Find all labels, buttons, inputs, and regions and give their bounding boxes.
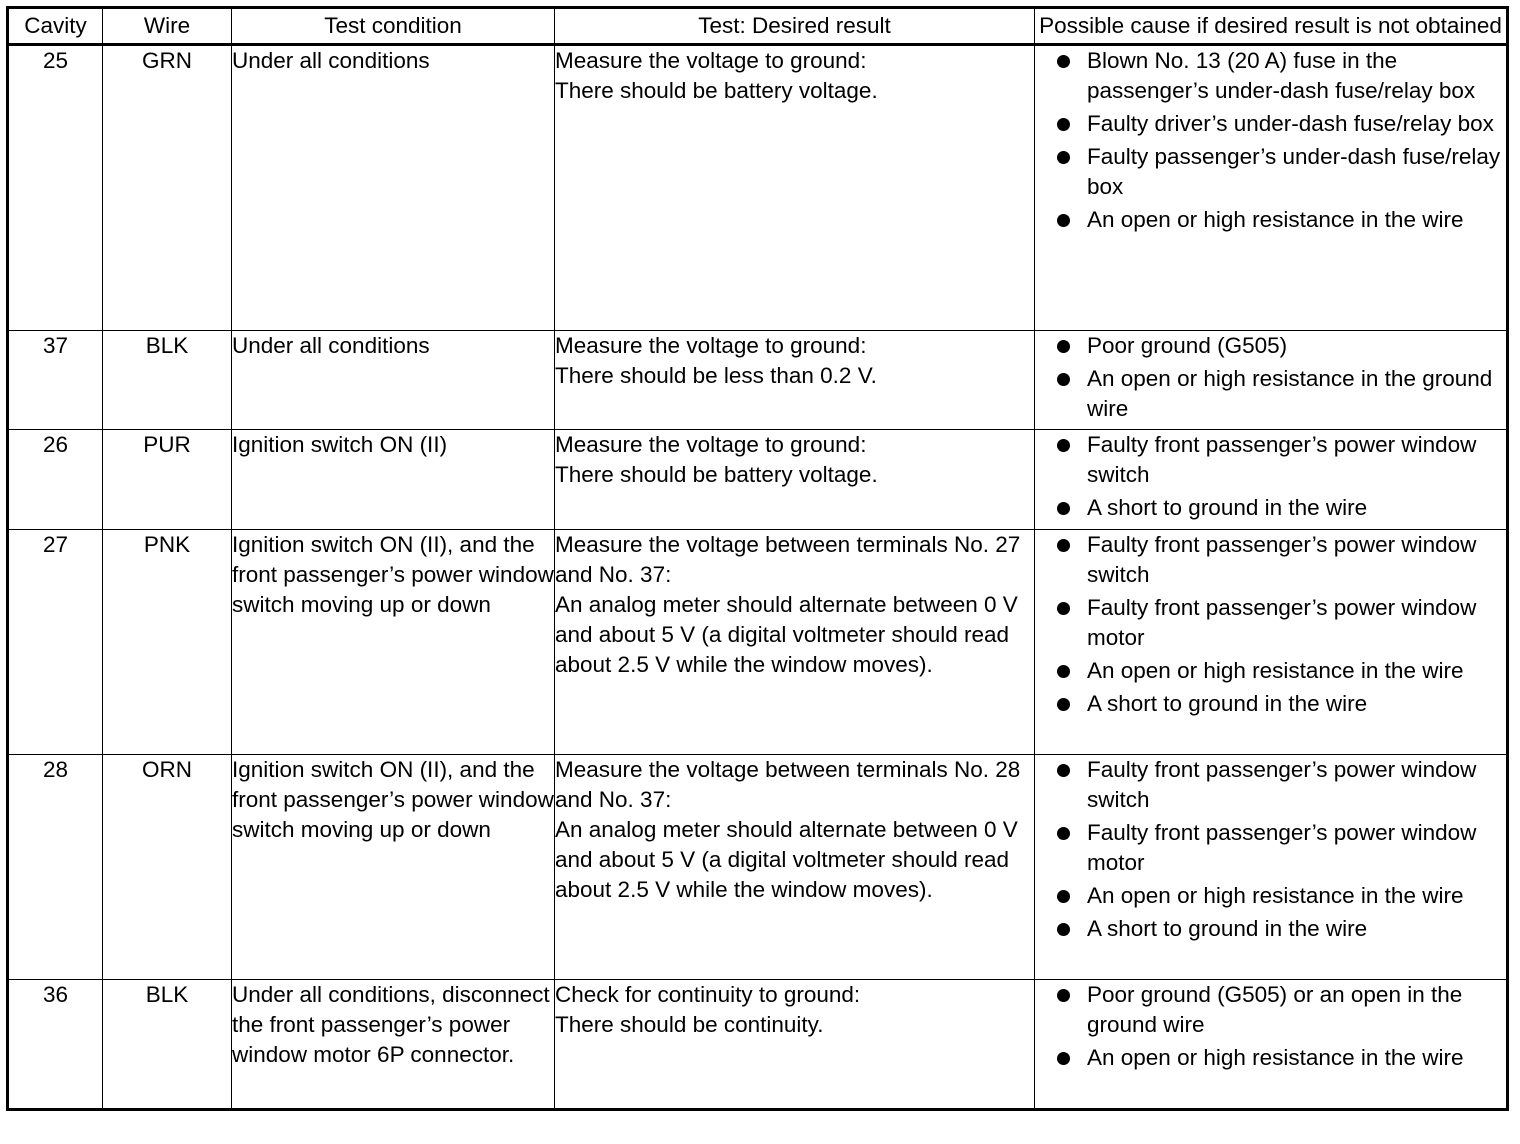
result-cell xyxy=(555,980,1035,1110)
cause-text: A short to ground in the wire xyxy=(1087,495,1368,520)
bullet-icon xyxy=(1057,539,1070,552)
result-cell xyxy=(555,530,1035,755)
table-row xyxy=(8,331,1508,430)
cause-list xyxy=(1035,46,1506,235)
wire-cell: BLK xyxy=(103,980,232,1110)
troubleshooting-table xyxy=(6,6,1509,1111)
bullet-icon xyxy=(1057,698,1070,711)
result-instruction: Measure the voltage between terminals No. 27 and No. 37: xyxy=(555,532,1021,587)
cause-item xyxy=(1035,530,1506,590)
cause-text: Poor ground (G505) or an open in the ground wire xyxy=(1087,982,1463,1037)
cause-item xyxy=(1035,493,1506,523)
cause-text: Faulty front passenger’s power window motor xyxy=(1087,820,1477,875)
cause-item xyxy=(1035,430,1506,490)
wire-cell: PNK xyxy=(103,530,232,755)
wire-cell: PUR xyxy=(103,430,232,530)
bullet-icon xyxy=(1057,989,1070,1002)
cause-item xyxy=(1035,818,1506,878)
header-cavity: Cavity xyxy=(8,8,103,45)
result-expectation: There should be battery voltage. xyxy=(555,78,878,103)
result-instruction: Check for continuity to ground: xyxy=(555,982,861,1007)
table-row xyxy=(8,430,1508,530)
cavity-cell: 28 xyxy=(8,755,103,980)
cause-item xyxy=(1035,914,1506,944)
condition-cell: Under all conditions xyxy=(232,331,555,430)
result-instruction: Measure the voltage to ground: xyxy=(555,333,867,358)
cause-cell xyxy=(1035,331,1508,430)
condition-cell: Under all conditions, disconnect the front passenger’s power window motor 6P connector. xyxy=(232,980,555,1110)
cause-item xyxy=(1035,109,1506,139)
cause-item xyxy=(1035,755,1506,815)
cause-text: An open or high resistance in the wire xyxy=(1087,883,1464,908)
header-test-condition: Test condition xyxy=(232,8,555,45)
table-row xyxy=(8,755,1508,980)
cause-item xyxy=(1035,205,1506,235)
cause-text: An open or high resistance in the wire xyxy=(1087,207,1464,232)
cavity-cell: 27 xyxy=(8,530,103,755)
cause-item xyxy=(1035,980,1506,1040)
table-row xyxy=(8,980,1508,1110)
result-expectation: There should be continuity. xyxy=(555,1012,824,1037)
bullet-icon xyxy=(1057,55,1070,68)
cause-cell xyxy=(1035,430,1508,530)
bullet-icon xyxy=(1057,1052,1070,1065)
result-cell xyxy=(555,755,1035,980)
condition-cell: Ignition switch ON (II), and the front passenger’s power window switch moving up or down xyxy=(232,755,555,980)
header-possible-cause: Possible cause if desired result is not obtained xyxy=(1035,8,1508,45)
cavity-cell: 26 xyxy=(8,430,103,530)
header-row xyxy=(8,8,1508,45)
bullet-icon xyxy=(1057,923,1070,936)
result-expectation: There should be battery voltage. xyxy=(555,462,878,487)
bullet-icon xyxy=(1057,827,1070,840)
cause-text: A short to ground in the wire xyxy=(1087,916,1368,941)
bullet-icon xyxy=(1057,373,1070,386)
cause-list xyxy=(1035,755,1506,944)
cause-item xyxy=(1035,1043,1506,1073)
bullet-icon xyxy=(1057,340,1070,353)
condition-cell: Ignition switch ON (II), and the front passenger’s power window switch moving up or down xyxy=(232,530,555,755)
cause-list xyxy=(1035,980,1506,1073)
cause-item xyxy=(1035,46,1506,106)
bullet-icon xyxy=(1057,118,1070,131)
bullet-icon xyxy=(1057,890,1070,903)
table-row xyxy=(8,45,1508,331)
cause-text: Blown No. 13 (20 A) fuse in the passenger’s under-dash fuse/relay box xyxy=(1087,48,1476,103)
cause-item xyxy=(1035,656,1506,686)
cause-text: Faulty front passenger’s power window motor xyxy=(1087,595,1477,650)
result-instruction: Measure the voltage between terminals No. 28 and No. 37: xyxy=(555,757,1021,812)
result-cell xyxy=(555,331,1035,430)
cause-list xyxy=(1035,430,1506,523)
cause-text: An open or high resistance in the ground wire xyxy=(1087,366,1493,421)
cause-item xyxy=(1035,142,1506,202)
result-expectation: An analog meter should alternate between 0 V and about 5 V (a digital voltmeter should read about 2.5 V while the window moves). xyxy=(555,592,1018,677)
troubleshooting-table-container xyxy=(6,6,1506,1111)
wire-cell: ORN xyxy=(103,755,232,980)
cause-cell xyxy=(1035,755,1508,980)
result-cell xyxy=(555,45,1035,331)
cause-text: Faulty driver’s under-dash fuse/relay box xyxy=(1087,111,1494,136)
bullet-icon xyxy=(1057,439,1070,452)
bullet-icon xyxy=(1057,602,1070,615)
cause-item xyxy=(1035,331,1506,361)
cavity-cell: 25 xyxy=(8,45,103,331)
cause-item xyxy=(1035,689,1506,719)
wire-cell: BLK xyxy=(103,331,232,430)
cause-cell xyxy=(1035,45,1508,331)
cause-item xyxy=(1035,881,1506,911)
cause-list xyxy=(1035,530,1506,719)
wire-cell: GRN xyxy=(103,45,232,331)
bullet-icon xyxy=(1057,151,1070,164)
condition-cell: Ignition switch ON (II) xyxy=(232,430,555,530)
bullet-icon xyxy=(1057,764,1070,777)
result-cell xyxy=(555,430,1035,530)
result-instruction: Measure the voltage to ground: xyxy=(555,48,867,73)
cause-cell xyxy=(1035,980,1508,1110)
condition-cell: Under all conditions xyxy=(232,45,555,331)
cause-list xyxy=(1035,331,1506,424)
bullet-icon xyxy=(1057,502,1070,515)
bullet-icon xyxy=(1057,214,1070,227)
cause-item xyxy=(1035,593,1506,653)
bullet-icon xyxy=(1057,665,1070,678)
cause-text: Faulty front passenger’s power window switch xyxy=(1087,432,1477,487)
cause-item xyxy=(1035,364,1506,424)
cause-text: Faulty passenger’s under-dash fuse/relay box xyxy=(1087,144,1501,199)
table-row xyxy=(8,530,1508,755)
cavity-cell: 36 xyxy=(8,980,103,1110)
cause-text: Faulty front passenger’s power window switch xyxy=(1087,757,1477,812)
cause-text: Poor ground (G505) xyxy=(1087,333,1288,358)
cause-text: An open or high resistance in the wire xyxy=(1087,658,1464,683)
cavity-cell: 37 xyxy=(8,331,103,430)
result-expectation: There should be less than 0.2 V. xyxy=(555,363,877,388)
cause-text: A short to ground in the wire xyxy=(1087,691,1368,716)
result-expectation: An analog meter should alternate between 0 V and about 5 V (a digital voltmeter should read about 2.5 V while the window moves). xyxy=(555,817,1018,902)
header-desired-result: Test: Desired result xyxy=(555,8,1035,45)
cause-text: An open or high resistance in the wire xyxy=(1087,1045,1464,1070)
cause-text: Faulty front passenger’s power window switch xyxy=(1087,532,1477,587)
result-instruction: Measure the voltage to ground: xyxy=(555,432,867,457)
cause-cell xyxy=(1035,530,1508,755)
header-wire: Wire xyxy=(103,8,232,45)
